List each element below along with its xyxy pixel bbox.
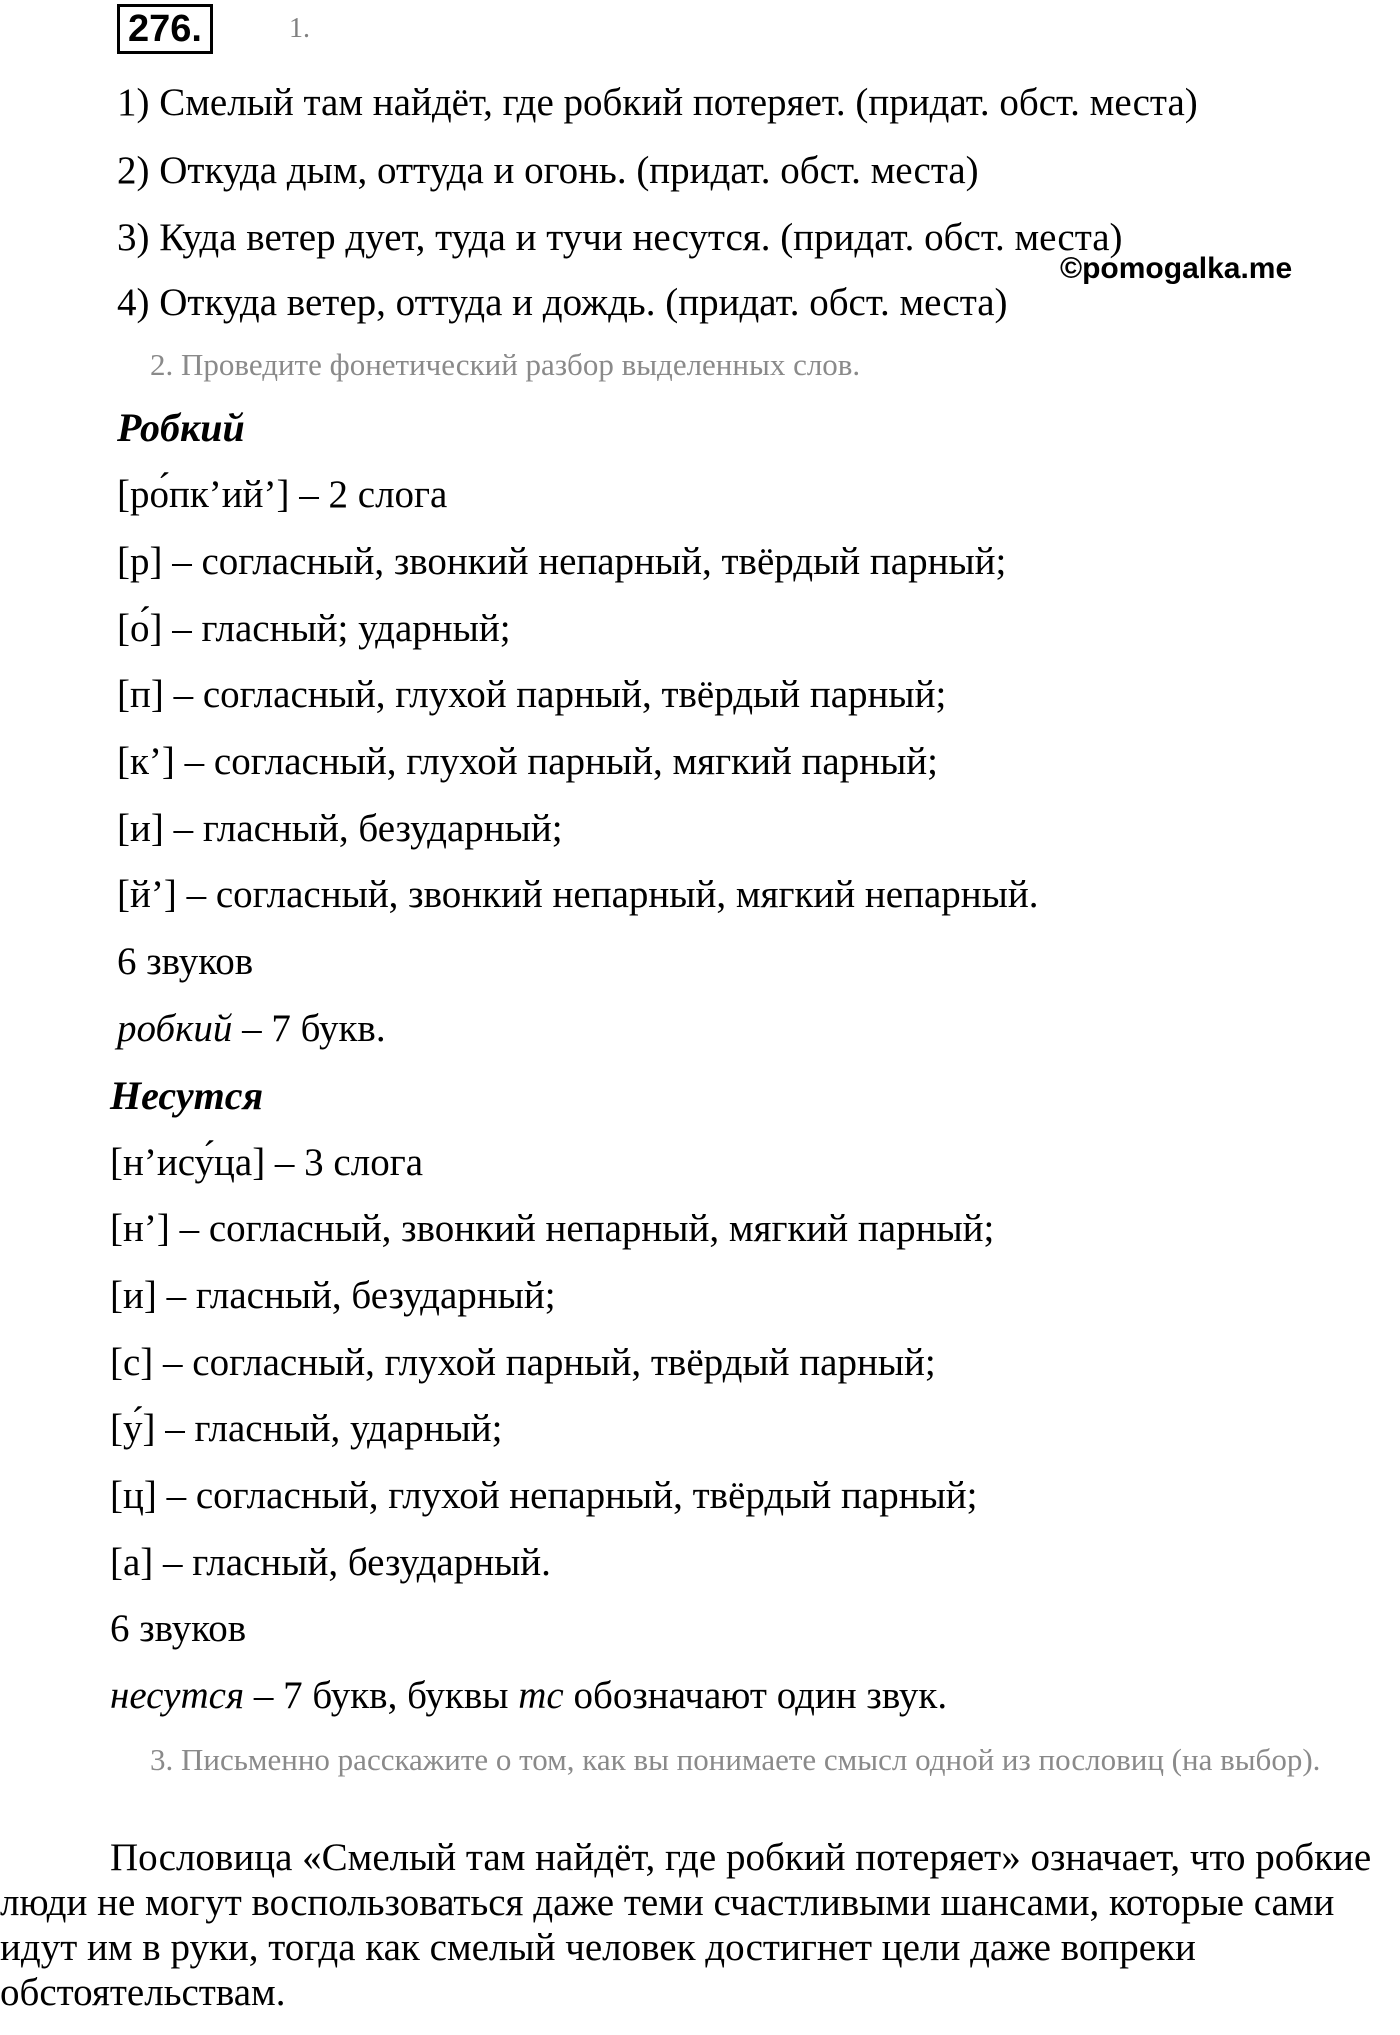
answer-paragraph: Пословица «Смелый там найдёт, где робкий потеряет» означает, что робкие люди не могут воспользоваться даже теми счастливыми шансами, которые сами идут им в руки, тогда как смелый человек достигнет цели даже вопреки обстоятельствам. (0, 1836, 1372, 2014)
sentence-1: 1) Смелый там найдёт, где робкий потеряет. (придат. обст. места) (117, 81, 1198, 124)
word-heading-robkiy: Робкий (117, 405, 245, 450)
sentence-4: 4) Откуда ветер, оттуда и дождь. (придат. обст. места) (117, 281, 1008, 324)
letters-ts: тс (518, 1674, 564, 1717)
transcription-robkiy: [ро́пк’ий’] – 2 слога (117, 473, 448, 516)
word-heading-nesutsya: Несутся (110, 1073, 264, 1118)
sound-count-robkiy: 6 звуков (117, 940, 254, 983)
sound-line: [о́] – гласный; ударный; (117, 607, 511, 650)
transcription-nesutsya: [н’ису́ца] – 3 слога (110, 1141, 424, 1184)
sentence-3: 3) Куда ветер дует, туда и тучи несутся. (придат. обст. места) (117, 216, 1123, 259)
sentence-2: 2) Откуда дым, оттуда и огонь. (придат. обст. места) (117, 149, 979, 192)
letters-end: обозначают один звук. (563, 1674, 948, 1717)
letters-word: несутся (110, 1674, 245, 1717)
sound-line: [с] – согласный, глухой парный, твёрдый парный; (110, 1341, 936, 1384)
sound-line: [а] – гласный, безударный. (110, 1541, 551, 1584)
sound-line: [и] – гласный, безударный; (110, 1274, 556, 1317)
sound-line: [р] – согласный, звонкий непарный, твёрдый парный; (117, 540, 1007, 583)
letter-count-nesutsya (110, 1674, 947, 1718)
task-2-instruction: 2. Проведите фонетический разбор выделенных слов. (150, 347, 861, 382)
letters-mid: – 7 букв, буквы (244, 1674, 519, 1717)
sound-line: [п] – согласный, глухой парный, твёрдый парный; (117, 673, 947, 716)
sound-line: [н’] – согласный, звонкий непарный, мягкий парный; (110, 1207, 995, 1250)
letter-count-robkiy (117, 1007, 386, 1051)
task-3-instruction: 3. Письменно расскажите о том, как вы понимаете смысл одной из пословиц (на выбор). (150, 1742, 1321, 1777)
sound-line: [й’] – согласный, звонкий непарный, мягкий непарный. (117, 873, 1039, 916)
task-number: 1. (289, 13, 310, 44)
letters-rest: – 7 букв. (232, 1007, 386, 1050)
sound-line: [к’] – согласный, глухой парный, мягкий парный; (117, 740, 939, 783)
watermark: ©pomogalka.me (1060, 252, 1293, 285)
letters-word: робкий (117, 1007, 233, 1050)
sound-line: [ц] – согласный, глухой непарный, твёрдый парный; (110, 1474, 978, 1517)
sound-line: [и] – гласный, безударный; (117, 807, 563, 850)
sound-line: [у́] – гласный, ударный; (110, 1407, 503, 1450)
exercise-number-box: 276. (117, 4, 213, 54)
sound-count-nesutsya: 6 звуков (110, 1607, 247, 1650)
